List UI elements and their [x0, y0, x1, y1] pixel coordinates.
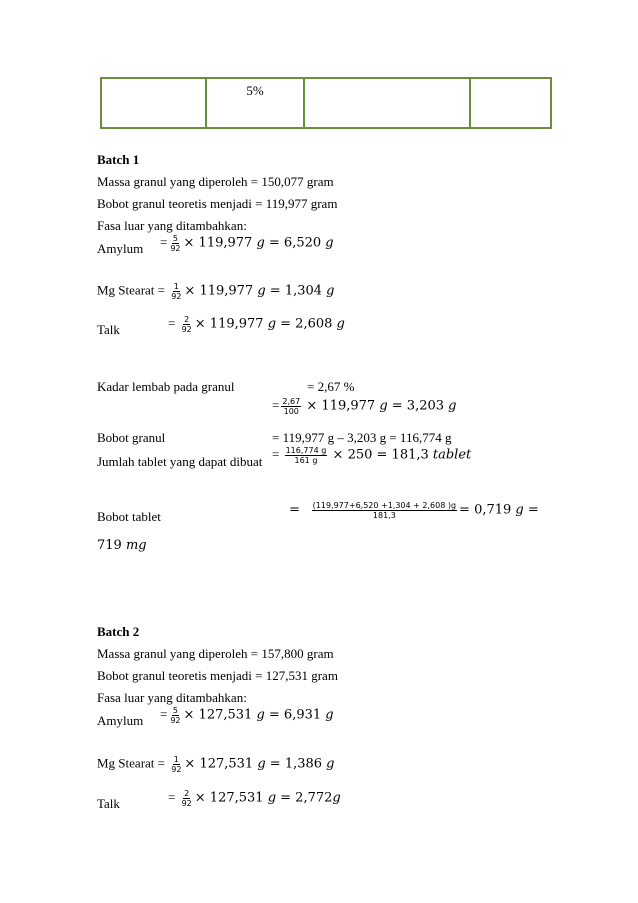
batch1-bobot-tablet-continued: 719 𝑚𝑔 [97, 538, 147, 553]
batch2-amylum-equation [160, 706, 334, 725]
equals-sign: = [168, 789, 176, 805]
numerator: 2 [184, 789, 190, 798]
math-expression: × 250 = 181,3 𝑡𝑎𝑏𝑙𝑒𝑡 [332, 447, 472, 463]
numerator: 5 [172, 234, 178, 243]
denominator: 92 [171, 292, 182, 301]
batch1-bobot-granul-label: Bobot granul [97, 430, 166, 445]
equals-sign: = [272, 397, 280, 413]
batch1-kadar-calc [272, 397, 456, 416]
fraction [281, 397, 301, 416]
math-expression: × 119,977 𝑔 = 1,304 𝑔 [184, 283, 335, 299]
batch1-massa: Massa granul yang diperoleh = 150,077 gram [97, 174, 334, 189]
table-row [101, 78, 551, 128]
numerator: 2,67 [282, 397, 301, 406]
math-expression: = 0,719 𝑔 = [459, 502, 539, 518]
batch1-mg-stearat [97, 282, 335, 301]
batch2-fasa-luar: Fasa luar yang ditambahkan: [97, 690, 247, 705]
denominator: 92 [181, 325, 192, 334]
batch2-massa: Massa granul yang diperoleh = 157,800 gram [97, 646, 334, 661]
math-expression: × 119,977 𝑔 = 3,203 𝑔 [306, 398, 457, 414]
numerator: 116,774 g [285, 446, 327, 455]
equals-sign: = [272, 446, 280, 462]
denominator: 92 [170, 244, 181, 253]
math-expression: × 119,977 𝑔 = 2,608 𝑔 [194, 316, 345, 332]
fraction [169, 234, 181, 253]
batch1-bobot-tablet-label: Bobot tablet [97, 509, 161, 524]
fraction [170, 755, 182, 774]
batch1-amylum-label: Amylum [97, 241, 144, 256]
mg-stearat-label: Mg Stearat = [97, 755, 165, 771]
denominator: 100 [283, 407, 299, 416]
equals-sign: = [160, 234, 168, 250]
numerator: 1 [173, 282, 179, 291]
numerator: 5 [172, 706, 178, 715]
fraction [169, 706, 181, 725]
fraction [312, 501, 457, 520]
numerator: (119,977+6,520 +1,304 + 2,608 )g [312, 501, 457, 510]
batch1-jumlah-label: Jumlah tablet yang dapat dibuat [97, 454, 263, 469]
batch1-talk-equation [168, 315, 345, 334]
table-cell [470, 78, 551, 128]
table-cell [304, 78, 470, 128]
batch1-heading: Batch 1 [97, 152, 140, 167]
fraction [170, 282, 182, 301]
batch1-kadar-label: Kadar lembab pada granul [97, 379, 235, 394]
data-table [100, 77, 552, 129]
mg-stearat-label: Mg Stearat = [97, 282, 165, 298]
denominator: 92 [170, 716, 181, 725]
fraction [181, 789, 193, 808]
batch2-bobot-teoretis: Bobot granul teoretis menjadi = 127,531 gram [97, 668, 338, 683]
batch1-fasa-luar: Fasa luar yang ditambahkan: [97, 218, 247, 233]
batch1-amylum-equation [160, 234, 334, 253]
fraction [181, 315, 193, 334]
table-cell [101, 78, 206, 128]
batch2-talk-equation [168, 789, 341, 808]
fraction [285, 446, 328, 465]
batch1-bobot-granul-value: = 119,977 g – 3,203 g = 116,774 g [272, 430, 452, 445]
batch2-mg-stearat [97, 755, 335, 774]
math-expression: × 127,531 𝑔 = 2,772𝑔 [194, 790, 341, 806]
numerator: 1 [173, 755, 179, 764]
batch2-amylum-label: Amylum [97, 713, 144, 728]
equals-sign: = [160, 706, 168, 722]
denominator: 92 [171, 765, 182, 774]
batch1-talk-label: Talk [97, 322, 120, 337]
numerator: 2 [184, 315, 190, 324]
math-expression: × 119,977 𝑔 = 6,520 𝑔 [183, 235, 334, 251]
math-expression: × 127,531 𝑔 = 6,931 𝑔 [183, 707, 334, 723]
denominator: 92 [181, 799, 192, 808]
batch2-talk-label: Talk [97, 796, 120, 811]
equals-sign: = [289, 502, 300, 518]
batch1-bobot-tablet-calc [289, 501, 539, 520]
batch2-heading: Batch 2 [97, 624, 140, 639]
table-cell-percent: 5% [206, 78, 305, 128]
math-expression: × 127,531 𝑔 = 1,386 𝑔 [184, 756, 335, 772]
denominator: 161 g [294, 456, 318, 465]
denominator: 181,3 [372, 511, 396, 520]
batch1-jumlah-calc [272, 446, 471, 465]
equals-sign: = [168, 315, 176, 331]
batch1-kadar-value: = 2,67 % [307, 379, 355, 394]
batch1-bobot-teoretis: Bobot granul teoretis menjadi = 119,977 gram [97, 196, 338, 211]
